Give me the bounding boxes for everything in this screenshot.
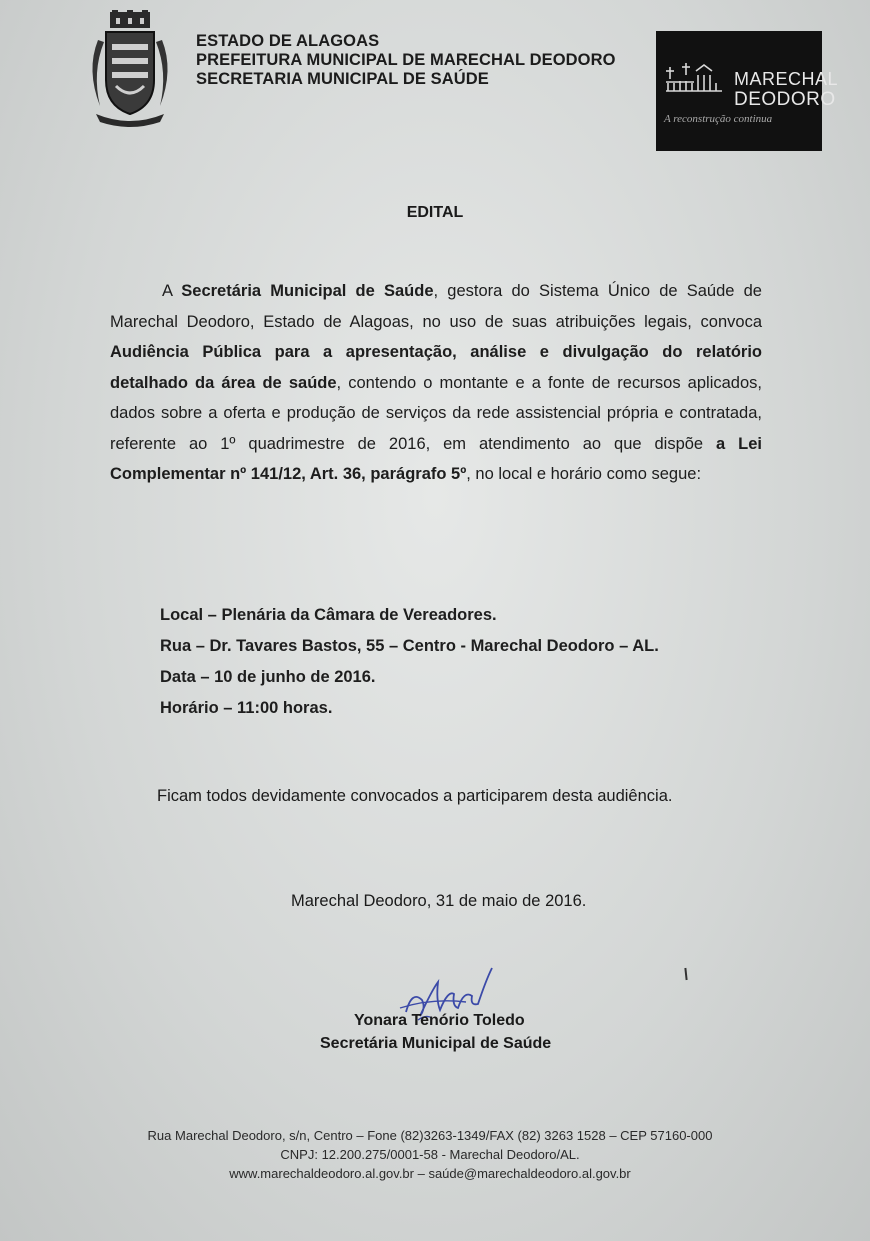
body-bold-2: Audiência Pública para a apresentação, análise e divulgação do relatório detalhado da área de saúde (110, 343, 762, 392)
event-address: Rua – Dr. Tavares Bastos, 55 – Centro - Marechal Deodoro – AL. (160, 637, 659, 655)
footer-cnpj: CNPJ: 12.200.275/0001-58 - Marechal Deodoro/AL. (280, 1147, 580, 1162)
body-bold-3: a Lei Complementar nº 141/12, Art. 36, parágrafo 5º (110, 434, 762, 483)
body-text-2: , gestora do Sistema Único de Saúde de Marechal Deodoro, Estado de Alagoas, no uso de suas atribuições legais, convoca (110, 282, 762, 331)
municipal-coat-of-arms-icon (82, 10, 178, 126)
logo-tagline: A reconstrução continua (664, 113, 773, 125)
logo-line-1: MARECHAL (734, 69, 839, 89)
footer-web: www.marechaldeodoro.al.gov.br – saúde@marechaldeodoro.al.gov.br (229, 1166, 631, 1181)
body-text-1: A (162, 282, 182, 300)
pen-mark (684, 968, 687, 980)
body-text-3: , contendo o montante e a fonte de recursos aplicados, dados sobre a oferta e produção de serviços da rede assistencial própria e contratada, referente ao 1º quadrimestre de 2016, em atendimento ao que dispõe (110, 373, 762, 453)
closing-statement: Ficam todos devidamente convocados a participarem desta audiência. (157, 787, 673, 805)
body-paragraph (110, 276, 762, 490)
state-name: ESTADO DE ALAGOAS (196, 32, 380, 50)
event-location: Local – Plenária da Câmara de Vereadores. (160, 606, 497, 624)
logo-line-2: DEODORO (734, 89, 836, 110)
document-title: EDITAL (406, 204, 464, 221)
event-date: Data – 10 de junho de 2016. (160, 668, 376, 686)
secretariat-name: SECRETARIA MUNICIPAL DE SAÚDE (196, 70, 489, 88)
event-time: Horário – 11:00 horas. (160, 699, 333, 717)
footer-address: Rua Marechal Deodoro, s/n, Centro – Fone (82)3263-1349/FAX (82) 3263 1528 – CEP 57160-000 (147, 1128, 713, 1143)
footer (100, 1126, 760, 1183)
body-bold-1: Secretária Municipal de Saúde (181, 282, 434, 300)
event-details (160, 600, 659, 724)
body-text-4: , no local e horário como segue: (466, 465, 702, 483)
town-skyline-icon (664, 61, 724, 97)
municipal-logo (656, 31, 839, 151)
letterhead (196, 32, 616, 89)
place-date: Marechal Deodoro, 31 de maio de 2016. (291, 892, 587, 910)
prefecture-name: PREFEITURA MUNICIPAL DE MARECHAL DEODORO (196, 51, 616, 69)
signatory-name: Yonara Tenório Toledo (354, 1012, 525, 1029)
signatory-title: Secretária Municipal de Saúde (320, 1035, 552, 1052)
